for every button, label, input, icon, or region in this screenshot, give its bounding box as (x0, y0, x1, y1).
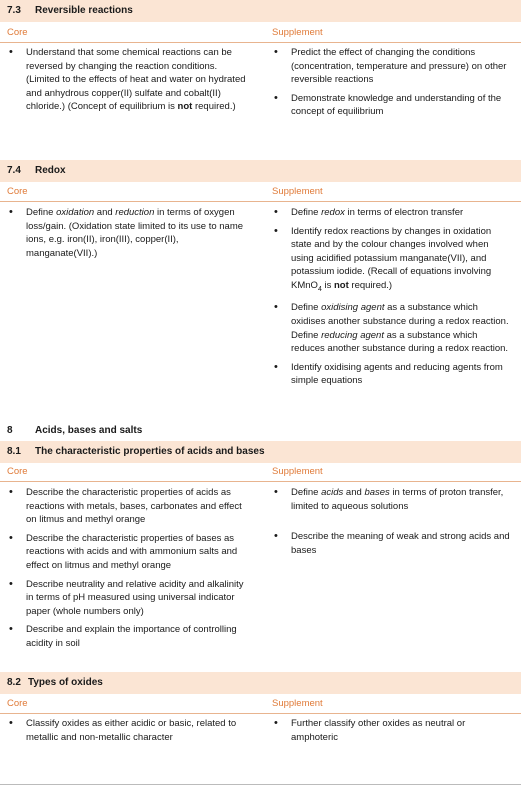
section-title: Redox (35, 165, 66, 176)
section-title: The characteristic properties of acids and bases (35, 446, 265, 457)
core-list (9, 486, 249, 656)
supplement-list (274, 46, 511, 124)
section-header-7-3 (0, 0, 521, 22)
list-item: • Identify redox reactions by changes in oxidation state and by the colour changes involved when using acidified potassium manganate(VII), and potassium iodide. (Recall of equations involving KMnO$_4$ is not required.) (274, 225, 511, 297)
list-item: • Define oxidation and reduction in terms of oxygen loss/gain. (Oxidation state limited to its use to name ions, e.g. iron(II), iron(III), copper(II), manganate(VII).) (9, 206, 249, 260)
chapter-title: Acids, bases and salts (35, 425, 143, 436)
section-title: Types of oxides (28, 677, 103, 688)
list-item: • Describe the meaning of weak and strong acids and bases (274, 530, 511, 557)
section-header-8-1 (0, 441, 521, 463)
supplement-label: Supplement (272, 186, 323, 197)
core-label: Core (7, 466, 28, 477)
supplement-label: Supplement (272, 698, 323, 709)
chapter-header-8 (0, 422, 521, 440)
section-number: 7.4 (7, 165, 21, 176)
supplement-list (274, 206, 511, 393)
list-item: • Classify oxides as either acidic or basic, related to metallic and non-metallic character (9, 717, 249, 744)
list-item: • Understand that some chemical reactions can be reversed by changing the reaction conditions. (Limited to the effects of heat and water on hydrated and anhydrous copper(II) sulfate and cobalt(II) chloride.) (Concept of equilibrium is not required.) (9, 46, 247, 114)
divider (0, 42, 521, 43)
list-item: • Demonstrate knowledge and understanding of the concept of equilibrium (274, 92, 511, 119)
supplement-label: Supplement (272, 27, 323, 38)
list-item: • Describe and explain the importance of controlling acidity in soil (9, 623, 249, 650)
list-item: • Define oxidising agent as a substance which oxidises another substance during a redox reaction. Define reducing agent as a substance which reduces another substance during a redox reaction. (274, 301, 511, 355)
list-item: • Further classify other oxides as neutral or amphoteric (274, 717, 511, 744)
core-label: Core (7, 186, 28, 197)
supplement-list (274, 486, 511, 562)
section-number: 7.3 (7, 5, 21, 16)
list-item: • Describe the characteristic properties of acids as reactions with metals, bases, carbonates and effect on litmus and methyl orange (9, 486, 249, 527)
core-label: Core (7, 27, 28, 38)
section-header-8-2 (0, 672, 521, 694)
core-label: Core (7, 698, 28, 709)
list-item: • Describe neutrality and relative acidity and alkalinity in terms of pH measured using universal indicator paper (whole numbers only) (9, 578, 249, 619)
chapter-number: 8 (7, 425, 13, 436)
divider (0, 481, 521, 482)
supplement-list (274, 717, 511, 749)
core-list (9, 46, 247, 119)
divider (0, 201, 521, 202)
list-item: • Define redox in terms of electron transfer (274, 206, 511, 220)
list-item: • Describe the characteristic properties of bases as reactions with acids and with ammonium salts and effect on litmus and methyl orange (9, 532, 249, 573)
divider (0, 713, 521, 714)
core-list (9, 206, 249, 265)
section-title: Reversible reactions (35, 5, 133, 16)
list-item: • Define acids and bases in terms of proton transfer, limited to aqueous solutions (274, 486, 511, 513)
section-number: 8.2 (7, 677, 21, 688)
section-number: 8.1 (7, 446, 21, 457)
list-item: • Identify oxidising agents and reducing agents from simple equations (274, 361, 511, 388)
list-item: • Predict the effect of changing the conditions (concentration, temperature and pressure) on other reversible reactions (274, 46, 511, 87)
section-header-7-4 (0, 160, 521, 182)
page-bottom-divider (0, 784, 521, 785)
core-list (9, 717, 249, 749)
supplement-label: Supplement (272, 466, 323, 477)
